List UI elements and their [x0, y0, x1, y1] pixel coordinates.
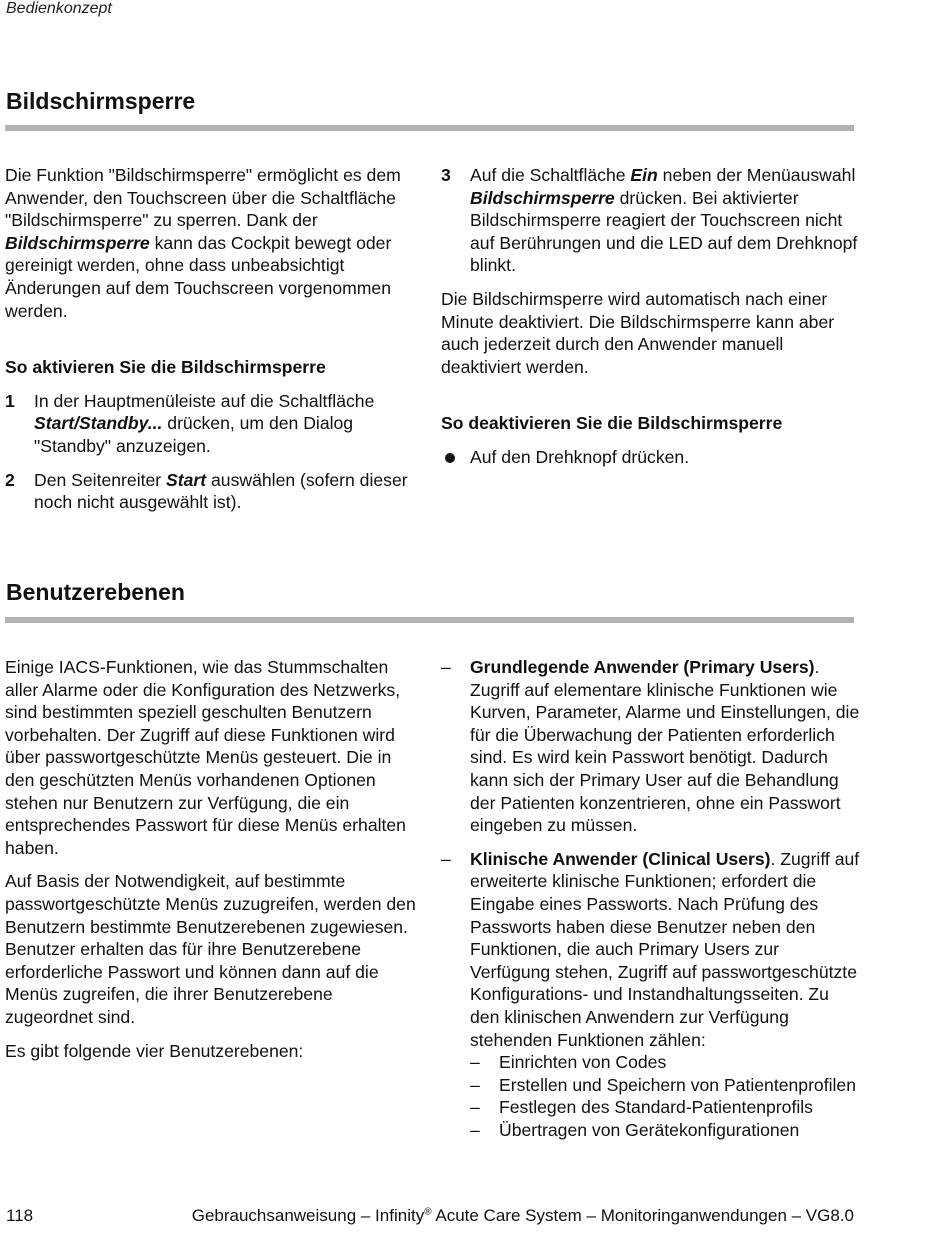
- step-2: 2 Den Seitenreiter Start auswählen (sofern dieser noch nicht ausgewählt ist).: [5, 469, 408, 513]
- section-title-benutzerebenen: Benutzerebenen: [6, 579, 185, 605]
- page-number: 118: [6, 1206, 34, 1225]
- right-column-section1: [441, 164, 861, 469]
- clinical-function-item: – Übertragen von Gerätekonfigurationen: [470, 1119, 800, 1140]
- section-title-bildschirmsperre: Bildschirmsperre: [6, 88, 196, 114]
- dash-marker: –: [470, 1052, 480, 1073]
- running-head: Bedienkonzept: [6, 0, 112, 17]
- intro-paragraph: Die Funktion "Bildschirmsperre" ermöglicht es dem Anwender, den Touchscreen über die Schaltfläche "Bildschirmsperre" zu sperren. Dank der Bildschirmsperre kann das Cockpit bewegt oder gereinigt werden, ohne dass unbeabsichtigt Änderungen auf dem Touchscreen vorgenommen werden.: [5, 165, 401, 321]
- step-number: 1: [5, 390, 15, 411]
- step-1: 1 In der Hauptmenüleiste auf die Schaltfläche Start/Standby... drücken, um den Dialog "Standby" anzuzeigen.: [5, 390, 375, 456]
- clinical-function-item: – Festlegen des Standard-Patientenprofils: [470, 1097, 813, 1118]
- left-column-section2: [5, 656, 420, 1062]
- user-levels-paragraph-2: Auf Basis der Notwendigkeit, auf bestimmte passwortgeschützte Menüs zuzugreifen, werden den Benutzern bestimmte Benutzerebenen zugewiesen. Benutzer erhalten das für ihre Benutzerebene erforderliche Passwort und können dann auf die Menüs zugreifen, die ihrer Benutzerebene zugeordnet sind.: [5, 871, 416, 1027]
- clinical-users-item: – Klinische Anwender (Clinical Users). Zugriff auf erweiterte klinische Funktionen; erfordert die Eingabe eines Passworts. Nach Prüfung des Passworts haben diese Benutzer neben den Funktionen, die auch Primary Users zur Verfügung stehen, Zugriff auf passwortgeschützte Konfigurations- und Instandhaltungsseiten. Zu den klinischen Anwendern zur Verfügung stehenden Funktionen zählen: – Einrichten von Codes – Erstellen und Speichern von Patientenprofilen – Festlegen des Standard-Patientenprofils – Übertragen von Gerätekonfigurationen: [441, 848, 860, 1140]
- dash-marker: –: [470, 1074, 480, 1095]
- registered-mark: ®: [424, 1206, 432, 1218]
- bullet-icon: [445, 453, 455, 463]
- section-divider: [5, 617, 854, 623]
- auto-deactivate-paragraph: Die Bildschirmsperre wird automatisch nach einer Minute deaktiviert. Die Bildschirmsperre kann aber auch jederzeit durch den Anwender manuell deaktiviert werden.: [441, 288, 835, 377]
- section-divider: [5, 125, 854, 131]
- dash-marker: –: [441, 848, 451, 869]
- step-number: 3: [441, 165, 451, 185]
- right-column-section2: [441, 656, 861, 1141]
- clinical-function-item: – Einrichten von Codes: [470, 1052, 667, 1073]
- clinical-function-item: – Erstellen und Speichern von Patientenprofilen: [470, 1074, 856, 1095]
- deactivate-bullet: Auf den Drehknopf drücken.: [441, 446, 861, 469]
- left-column-section1: [5, 164, 420, 514]
- step-3: 3 Auf die Schaltfläche Ein neben der Menüauswahl Bildschirmsperre drücken. Bei aktivierter Bildschirmsperre reagiert der Touchscreen nicht auf Berührungen und die LED auf dem Drehknopf blinkt.: [441, 165, 858, 276]
- step-number: 2: [5, 469, 15, 490]
- dash-marker: –: [470, 1097, 480, 1118]
- user-levels-paragraph-3: Es gibt folgende vier Benutzerebenen:: [5, 1040, 304, 1061]
- user-levels-paragraph-1: Einige IACS-Funktionen, wie das Stummschalten aller Alarme oder die Konfiguration des Netzwerks, sind bestimmten speziell geschulten Benutzern vorbehalten. Der Zugriff auf diese Funktionen wird über passwortgeschützte Menüs gesteuert. Die in den geschützten Menüs vorhandenen Optionen stehen nur Benutzern zur Verfügung, die ein entsprechendes Passwort für diese Menüs erhalten haben.: [5, 657, 406, 858]
- dash-marker: –: [441, 657, 451, 677]
- dash-marker: –: [470, 1119, 480, 1140]
- activate-heading: So aktivieren Sie die Bildschirmsperre: [5, 357, 326, 378]
- deactivate-heading: So deaktivieren Sie die Bildschirmsperre: [441, 413, 783, 434]
- document-title: Gebrauchsanweisung – Infinity® Acute Care System – Monitoringanwendungen – VG8.0: [191, 1206, 854, 1225]
- primary-users-item: – Grundlegende Anwender (Primary Users). Zugriff auf elementare klinische Funktionen wie Kurven, Parameter, Alarme und Einstellungen, die für die Überwachung der Patienten erforderlich sind. Es wird kein Passwort benötigt. Dadurch kann sich der Primary User auf die Behandlung der Patienten konzentrieren, ohne ein Passwort eingeben zu müssen.: [441, 657, 860, 836]
